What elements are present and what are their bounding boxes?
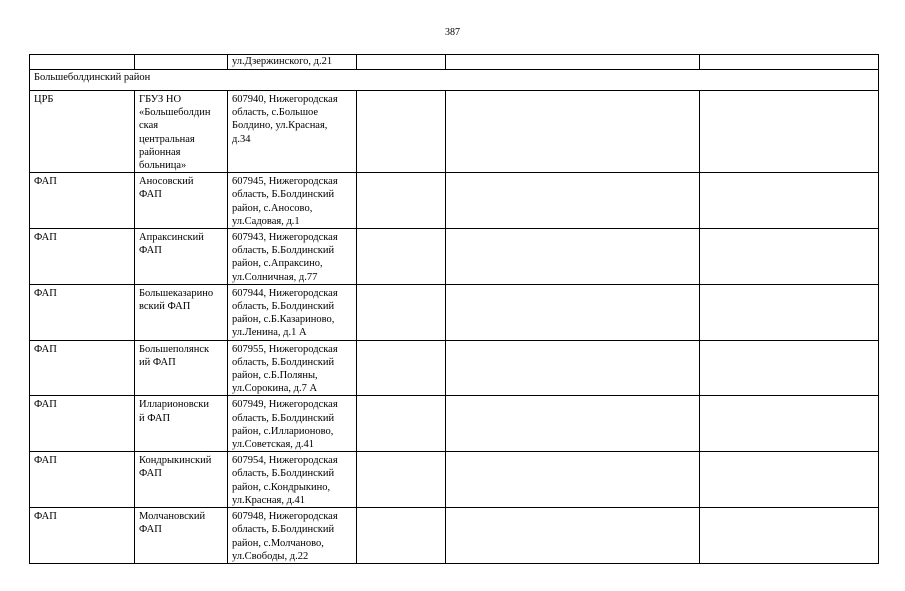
cell-line: 607940, Нижегородская (232, 94, 338, 105)
cell-line: область, Б.Болдинский (232, 412, 335, 424)
cell-line: область, Б.Болдинский (232, 524, 335, 536)
facilities-table (29, 54, 879, 564)
cell-line: вский ФАП (139, 301, 191, 313)
name-cell (135, 55, 228, 70)
table-body (30, 55, 879, 564)
empty-cell (446, 452, 700, 508)
cell-line: район, с.Апраксино, (232, 258, 323, 270)
empty-cell (446, 396, 700, 452)
empty-cell (357, 284, 446, 340)
facility-row (30, 284, 879, 340)
empty-cell (446, 284, 700, 340)
type-cell (30, 55, 135, 70)
name-cell (135, 340, 228, 396)
cell-line: Аносовский (139, 176, 194, 188)
name-cell (135, 396, 228, 452)
cell-line: область, с.Большое (232, 107, 319, 119)
name-cell (135, 91, 228, 173)
page-number: 387 (445, 27, 460, 38)
continuation-row (30, 55, 879, 70)
empty-cell (700, 452, 879, 508)
cell-line: Кондрыкинский (139, 455, 212, 467)
cell-line: область, Б.Болдинский (232, 245, 335, 257)
empty-cell (700, 55, 879, 70)
cell-line: центральная (139, 133, 195, 145)
facility-row (30, 229, 879, 285)
cell-line: Большеказарино (139, 287, 214, 299)
empty-cell (700, 173, 879, 229)
cell-line: ФАП (139, 468, 162, 480)
address-cell (228, 452, 357, 508)
empty-cell (700, 91, 879, 173)
cell-line: район, с.Б.Казариново, (232, 314, 335, 326)
empty-cell (357, 173, 446, 229)
cell-line: районная (139, 146, 181, 158)
address-cell (228, 396, 357, 452)
empty-cell (700, 396, 879, 452)
type-cell: ФАП (30, 229, 135, 285)
empty-cell (446, 229, 700, 285)
address-cell (228, 173, 357, 229)
cell-line: район, с.Молчаново, (232, 537, 324, 549)
empty-cell (700, 284, 879, 340)
empty-cell (357, 229, 446, 285)
empty-cell (357, 452, 446, 508)
cell-line: 607944, Нижегородская (232, 287, 338, 299)
empty-cell (700, 229, 879, 285)
empty-cell (357, 55, 446, 70)
cell-line: область, Б.Болдинский (232, 468, 335, 480)
cell-line: ул.Красная, д.41 (232, 494, 306, 506)
facility-row (30, 396, 879, 452)
cell-line: ий ФАП (139, 356, 176, 368)
cell-line: область, Б.Болдинский (232, 356, 335, 368)
cell-line: ФАП (139, 245, 162, 257)
cell-line: «Большеболдин (139, 107, 211, 119)
name-cell (135, 452, 228, 508)
cell-line: д.34 (232, 133, 251, 145)
cell-line: район, с.Илларионово, (232, 425, 334, 437)
name-cell (135, 508, 228, 564)
type-cell: ФАП (30, 173, 135, 229)
empty-cell (446, 55, 700, 70)
type-cell: ФАП (30, 508, 135, 564)
facility-row (30, 173, 879, 229)
address-cell (228, 284, 357, 340)
cell-line: больница» (139, 160, 187, 172)
cell-line: Молчановский (139, 511, 206, 523)
cell-line: Болдино, ул.Красная, (232, 120, 328, 132)
empty-cell (357, 508, 446, 564)
empty-cell (357, 91, 446, 173)
cell-line: 607948, Нижегородская (232, 511, 338, 523)
type-cell: ФАП (30, 340, 135, 396)
cell-line: й ФАП (139, 412, 171, 424)
cell-line: Большеполянск (139, 343, 210, 355)
facility-row (30, 91, 879, 173)
address-cell: ул.Дзержинского, д.21 (228, 55, 357, 70)
cell-line: 607945, Нижегородская (232, 176, 338, 188)
cell-line: 607949, Нижегородская (232, 399, 338, 411)
empty-cell (446, 91, 700, 173)
cell-line: 607954, Нижегородская (232, 455, 338, 467)
cell-line: ФАП (139, 189, 162, 201)
name-cell (135, 284, 228, 340)
cell-line: район, с.Кондрыкино, (232, 481, 331, 493)
district-header: Большеболдинский район (30, 70, 879, 91)
empty-cell (700, 508, 879, 564)
cell-line: Илларионовски (139, 399, 209, 411)
cell-line: ская (139, 120, 159, 132)
cell-line: Апраксинский (139, 232, 204, 244)
facility-row (30, 508, 879, 564)
address-cell (228, 340, 357, 396)
type-cell: ЦРБ (30, 91, 135, 173)
cell-line: ул.Свободы, д.22 (232, 550, 309, 562)
empty-cell (357, 340, 446, 396)
cell-line: район, с.Аносово, (232, 202, 313, 214)
empty-cell (446, 508, 700, 564)
district-header-row (30, 70, 879, 91)
cell-line: область, Б.Болдинский (232, 301, 335, 313)
cell-line: ул.Садовая, д.1 (232, 215, 300, 227)
empty-cell (446, 173, 700, 229)
cell-line: ул.Солничная, д.77 (232, 271, 318, 283)
empty-cell (446, 340, 700, 396)
cell-line: область, Б.Болдинский (232, 189, 335, 201)
cell-line: ФАП (139, 524, 162, 536)
cell-line: 607943, Нижегородская (232, 232, 338, 244)
facility-row (30, 452, 879, 508)
address-cell (228, 508, 357, 564)
cell-line: район, с.Б.Поляны, (232, 370, 318, 382)
cell-line: ул.Сорокина, д.7 А (232, 383, 318, 395)
name-cell (135, 229, 228, 285)
cell-line: 607955, Нижегородская (232, 343, 338, 355)
cell-line: ГБУЗ НО (139, 94, 182, 105)
cell-line: ул.Советская, д.41 (232, 439, 314, 451)
type-cell: ФАП (30, 284, 135, 340)
empty-cell (700, 340, 879, 396)
type-cell: ФАП (30, 396, 135, 452)
type-cell: ФАП (30, 452, 135, 508)
cell-line: ул.Ленина, д.1 А (232, 327, 307, 339)
facility-row (30, 340, 879, 396)
address-cell (228, 229, 357, 285)
address-cell (228, 91, 357, 173)
empty-cell (357, 396, 446, 452)
name-cell (135, 173, 228, 229)
